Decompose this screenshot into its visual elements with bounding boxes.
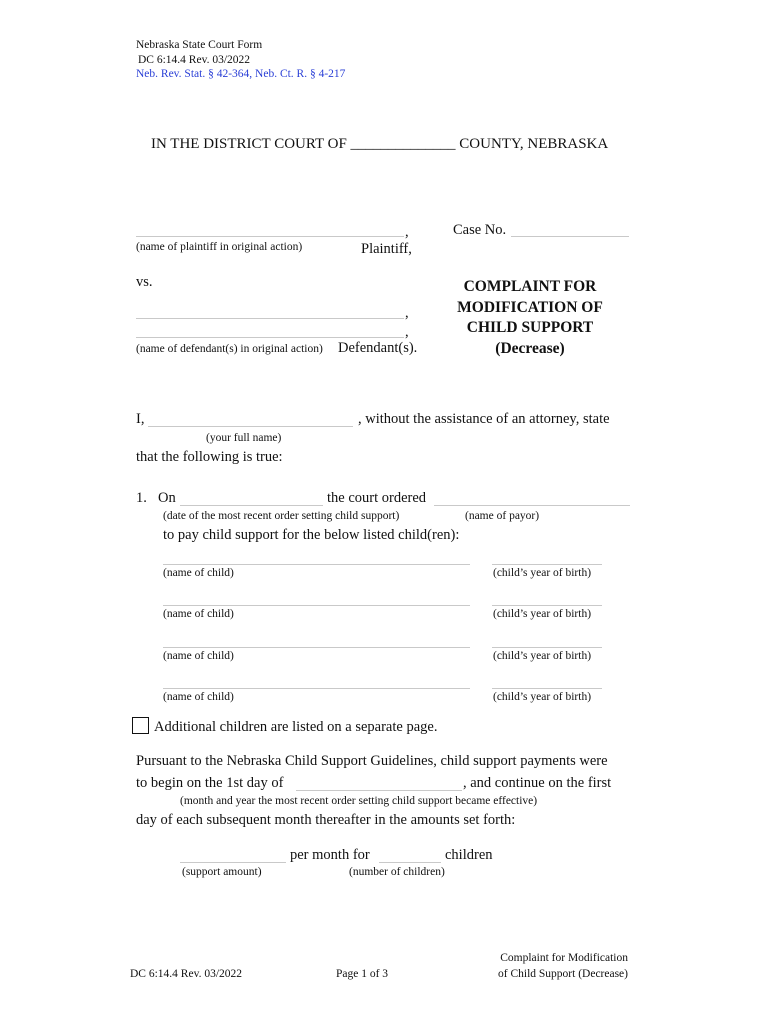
intro-statement: , without the assistance of an attorney, state (358, 411, 610, 427)
defendant-name-field-2[interactable] (136, 321, 404, 338)
child-year-hint-4: (child’s year of birth) (493, 691, 592, 703)
child-name-field-4[interactable] (163, 672, 470, 689)
child-year-field-3[interactable] (492, 631, 602, 648)
full-name-field[interactable] (148, 410, 353, 427)
case-no-label: Case No. (453, 222, 507, 238)
additional-children-checkbox[interactable] (132, 717, 149, 734)
child-year-hint-2: (child’s year of birth) (493, 608, 592, 620)
support-amount-field[interactable] (180, 846, 286, 863)
full-name-hint: (your full name) (206, 432, 282, 444)
payor-name-field[interactable] (434, 489, 630, 506)
title-line-1: COMPLAINT FOR (463, 278, 597, 295)
intro-line-2: that the following is true: (136, 449, 283, 465)
item-1-on: On (158, 490, 176, 506)
effective-month-field[interactable] (296, 774, 462, 791)
guidelines-line-3: day of each subsequent month thereafter in the amounts set forth: (136, 812, 516, 828)
child-year-field-1[interactable] (492, 548, 602, 565)
footer-page-number: Page 1 of 3 (336, 968, 389, 980)
guidelines-line-1: Pursuant to the Nebraska Child Support Guidelines, child support payments were (136, 753, 608, 769)
child-name-hint-4: (name of child) (163, 691, 234, 703)
title-line-3: CHILD SUPPORT (466, 319, 594, 336)
case-no-field[interactable] (511, 220, 629, 237)
court-prefix: IN THE DISTRICT COURT OF (151, 136, 347, 152)
item-1-court-ordered: the court ordered (327, 490, 427, 506)
court-heading (151, 136, 608, 153)
child-name-hint-2: (name of child) (163, 608, 234, 620)
item-1-line-2: to pay child support for the below listed child(ren): (163, 527, 460, 543)
payor-hint: (name of payor) (465, 510, 540, 522)
versus-label: vs. (136, 274, 153, 290)
guidelines-line-2-start: to begin on the 1st day of (136, 775, 284, 791)
child-name-hint-1: (name of child) (163, 567, 234, 579)
county-blank: ______________ (350, 136, 456, 152)
order-date-field[interactable] (180, 489, 323, 506)
defendant-comma-2: , (405, 324, 409, 340)
court-suffix: COUNTY, NEBRASKA (459, 136, 609, 152)
children-label: children (445, 847, 493, 863)
defendant-hint: (name of defendant(s) in original action) (136, 343, 323, 355)
item-1-number: 1. (136, 490, 147, 506)
footer-document-title (480, 950, 628, 982)
statute-reference: Neb. Rev. Stat. § 42-364, Neb. Ct. R. § 4-217 (136, 68, 346, 80)
child-name-field-1[interactable] (163, 548, 470, 565)
number-of-children-field[interactable] (379, 846, 441, 863)
plaintiff-name-field[interactable] (136, 220, 404, 237)
title-line-4: (Decrease) (495, 339, 565, 357)
child-name-field-2[interactable] (163, 589, 470, 606)
title-line-2: MODIFICATION OF (457, 298, 603, 316)
child-name-hint-3: (name of child) (163, 650, 234, 662)
child-year-field-4[interactable] (492, 672, 602, 689)
effective-month-hint: (month and year the most recent order setting child support became effective) (180, 795, 538, 807)
child-year-field-2[interactable] (492, 589, 602, 606)
footer-form-revision: DC 6:14.4 Rev. 03/2022 (130, 968, 243, 980)
plaintiff-hint: (name of plaintiff in original action) (136, 241, 303, 253)
additional-children-label: Additional children are listed on a separate page. (154, 719, 438, 735)
order-date-hint: (date of the most recent order setting child support) (163, 510, 400, 522)
guidelines-line-2-end: , and continue on the first (463, 775, 612, 791)
child-year-hint-1: (child’s year of birth) (493, 567, 592, 579)
per-month-label: per month for (290, 847, 370, 863)
plaintiff-comma: , (405, 224, 409, 240)
number-of-children-hint: (number of children) (349, 866, 445, 878)
child-year-hint-3: (child’s year of birth) (493, 650, 592, 662)
footer-title-line-2: of Child Support (Decrease) (498, 968, 628, 980)
intro-i: I, (136, 411, 145, 427)
form-revision: DC 6:14.4 Rev. 03/2022 (138, 54, 251, 66)
document-title (440, 277, 620, 359)
support-amount-hint: (support amount) (182, 866, 262, 878)
plaintiff-label: Plaintiff, (361, 241, 412, 257)
defendant-comma-1: , (405, 305, 409, 321)
child-name-field-3[interactable] (163, 631, 470, 648)
defendant-name-field-1[interactable] (136, 302, 404, 319)
form-name: Nebraska State Court Form (136, 39, 263, 51)
footer-title-line-1: Complaint for Modification (500, 952, 628, 964)
defendant-label: Defendant(s). (338, 340, 418, 356)
